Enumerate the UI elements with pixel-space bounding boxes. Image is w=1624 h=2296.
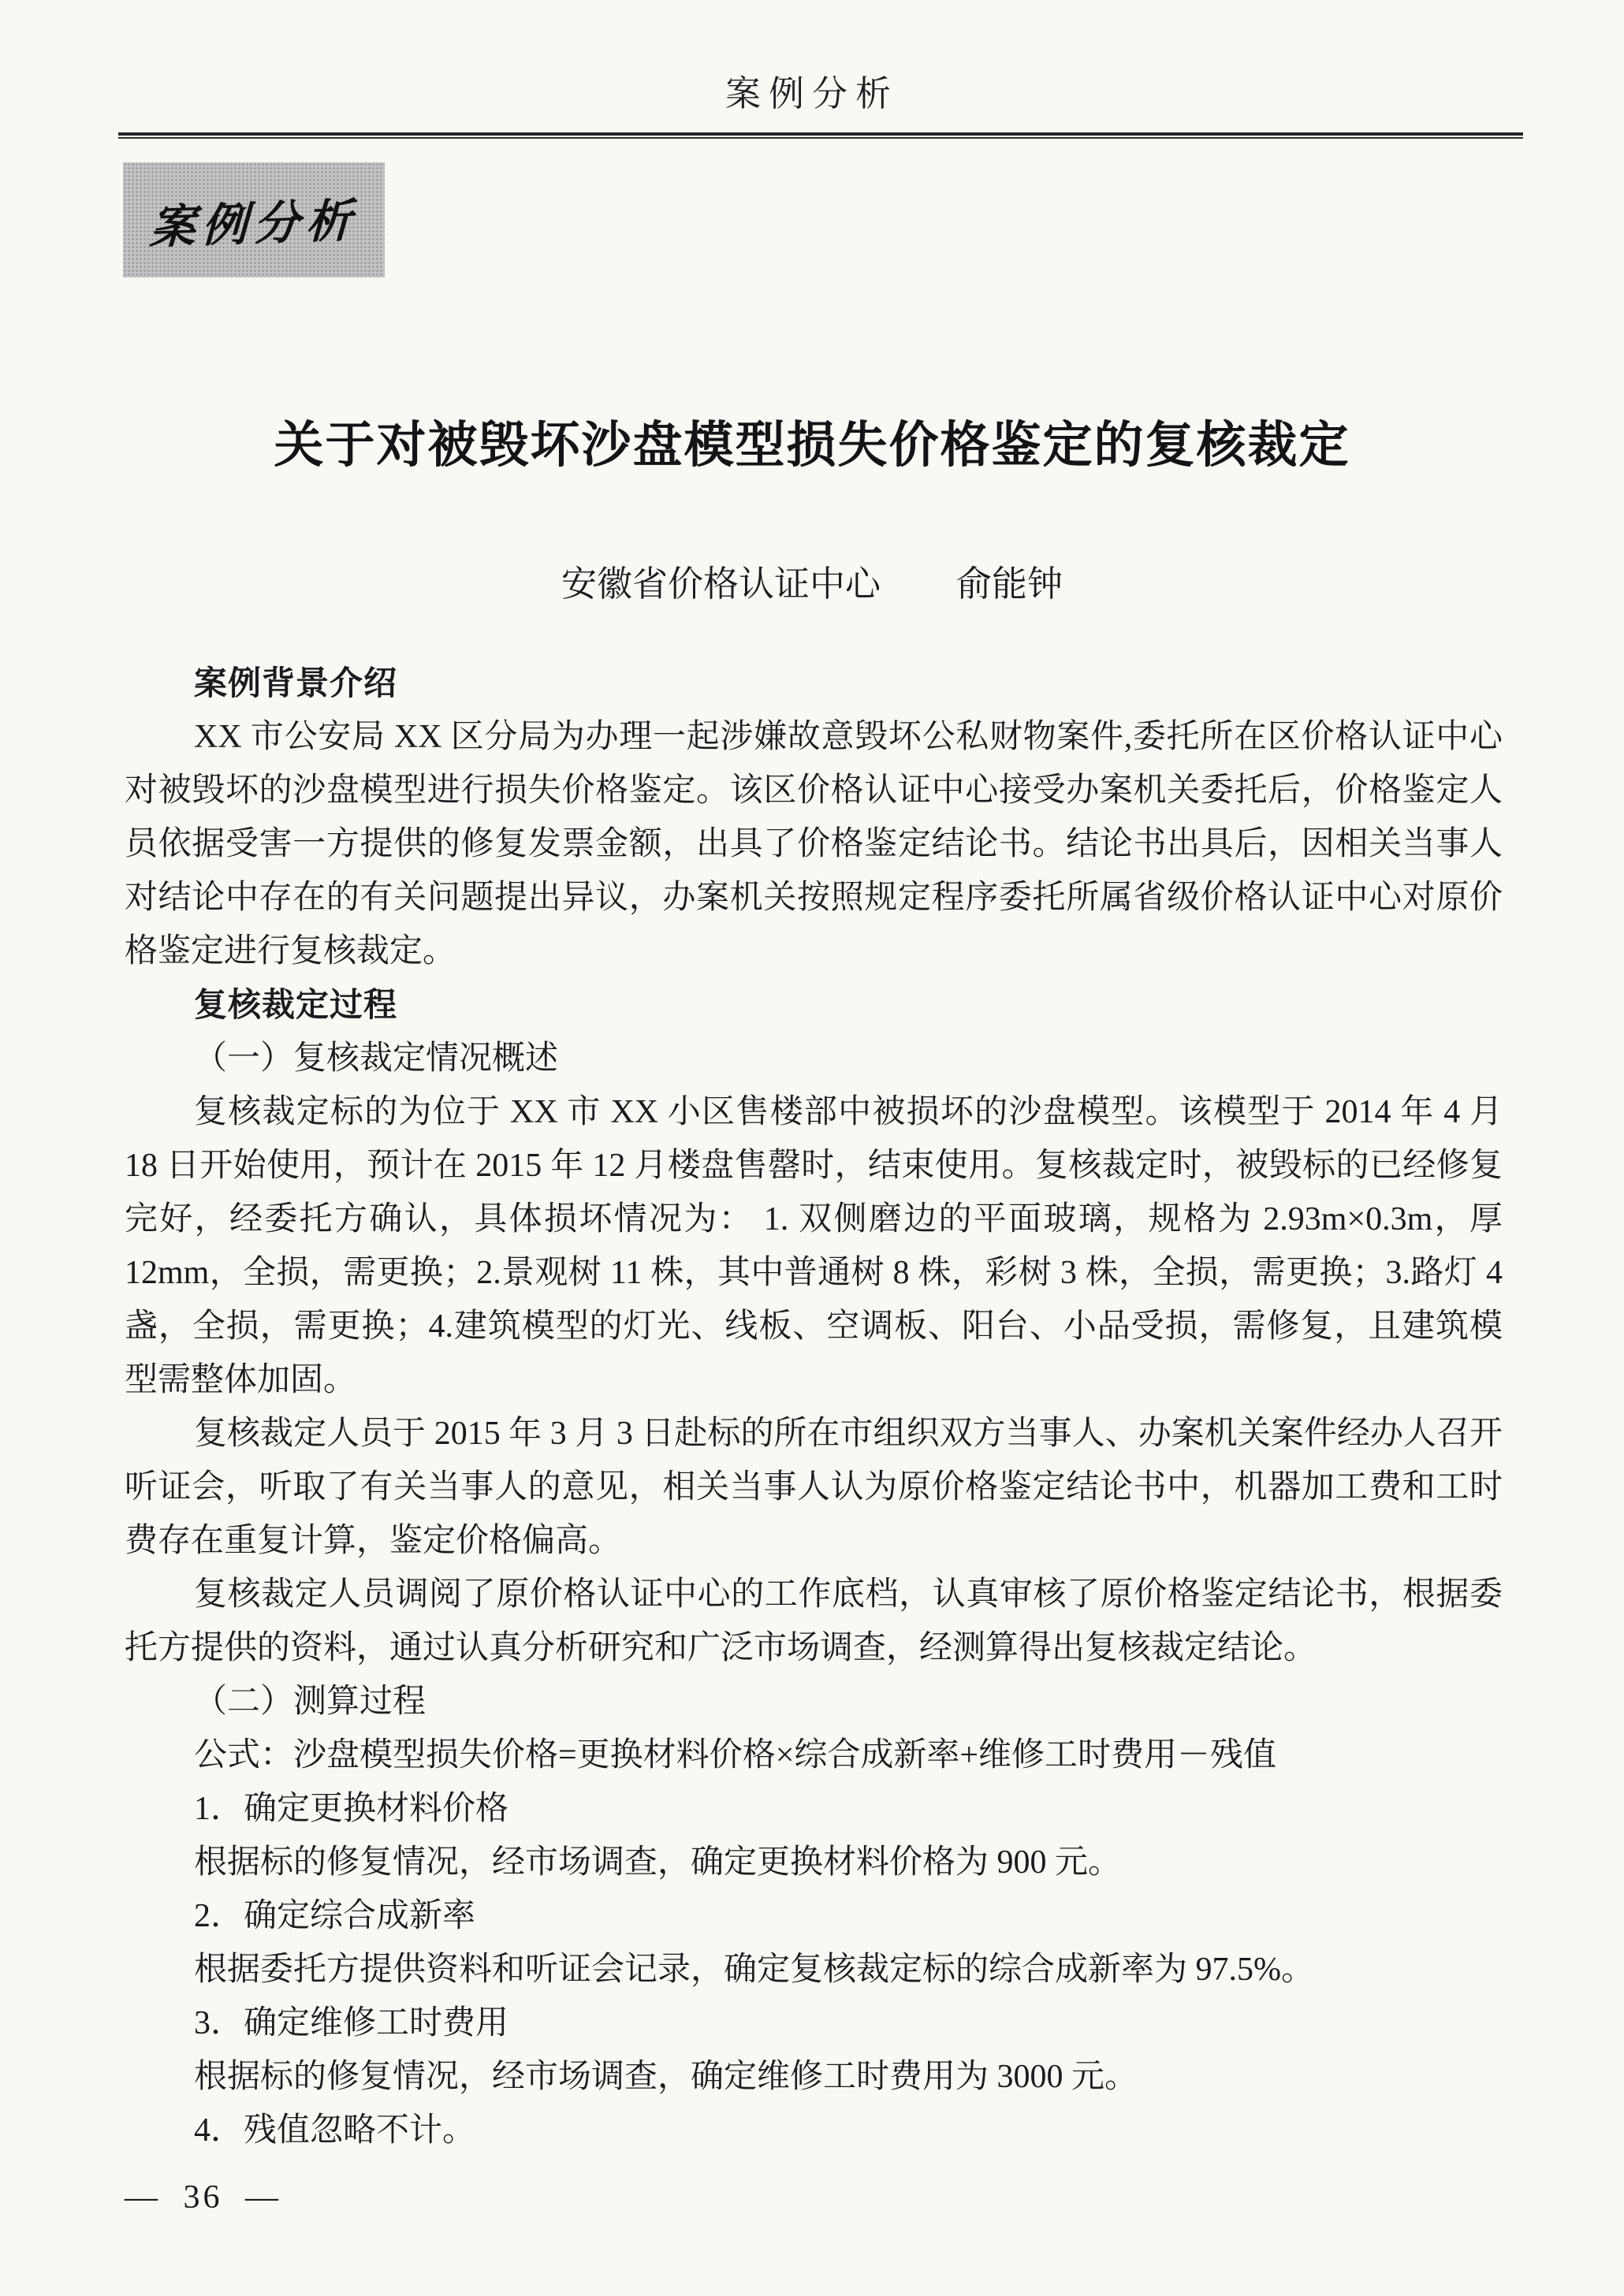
byline-author: 俞能钟 (956, 564, 1063, 604)
formula-line: 公式：沙盘模型损失价格=更换材料价格×综合成新率+维修工时费用－残值 (194, 1737, 1277, 1773)
sub-heading-overview: （一）复核裁定情况概述 (194, 1040, 559, 1077)
running-header: 案例分析 (724, 74, 899, 113)
numbered-item-2: 2．确定综合成新率 (194, 1898, 476, 1934)
paragraph: XX 市公安局 XX 区分局为办理一起涉嫌故意毁坏公私财物案件,委托所在区价格认证中心对被毁坏的沙盘模型进行损失价格鉴定。该区价格认证中心接受办案机关委托后，价格鉴定人员依据受害一方提供的修复发票金额，出具了价格鉴定结论书。结论书出具后，因相关当事人对结论中存在的有关问题提出异议，办案机关按照规定程序委托所属省级价格认证中心对原价格鉴定进行复核裁定。 (125, 719, 1503, 969)
paragraph: 复核裁定标的为位于 XX 市 XX 小区售楼部中被损坏的沙盘模型。该模型于 2014 年 4 月 18 日开始使用，预计在 2015 年 12 月楼盘售罄时，结束使用。复核裁定时，被毁标的已经修复完好，经委托方确认，具体损坏情况为： 1. 双侧磨边的平面玻璃，规格为 2.93m×0.3m，厚 12mm，全损，需更换；2.景观树 11 株，其中普通树 8 株，彩树 3 株，全损，需更换；3.路灯 4 盏，全损，需更换；4.建筑模型的灯光、线板、空调板、阳台、小品受损，需修复，且建筑模型需整体加固。 (125, 1094, 1503, 1398)
page-number: — 36 — (125, 2179, 281, 2216)
section-heading-process: 复核裁定过程 (194, 986, 398, 1023)
numbered-item-1: 1．确定更换材料价格 (194, 1791, 509, 1827)
paragraph: 复核裁定人员调阅了原价格认证中心的工作底档，认真审核了原价格鉴定结论书，根据委托方提供的资料，通过认真分析研究和广泛市场调查，经测算得出复核裁定结论。 (125, 1576, 1503, 1666)
paragraph: 根据标的修复情况，经市场调查，确定维修工时费用为 3000 元。 (194, 2059, 1138, 2095)
header-rule-divider (118, 132, 1523, 139)
badge-label: 案例分析 (148, 195, 359, 254)
paragraph: 根据委托方提供资料和听证会记录，确定复核裁定标的综合成新率为 97.5%。 (194, 1952, 1314, 1988)
article-body (125, 657, 1503, 2157)
sub-heading-calculation: （二）测算过程 (194, 1684, 426, 1720)
paragraph: 复核裁定人员于 2015 年 3 月 3 日赴标的所在市组织双方当事人、办案机关案件经办人召开听证会，听取了有关当事人的意见，相关当事人认为原价格鉴定结论书中，机器加工费和工时费存在重复计算，鉴定价格偏高。 (125, 1416, 1503, 1559)
byline-organization: 安徽省价格认证中心 (561, 564, 881, 604)
case-analysis-badge (123, 162, 385, 277)
paragraph: 根据标的修复情况，经市场调查，确定更换材料价格为 900 元。 (194, 1844, 1122, 1881)
section-heading-background: 案例背景介绍 (194, 664, 398, 701)
article-title: 关于对被毁坏沙盘模型损失价格鉴定的复核裁定 (274, 418, 1350, 473)
numbered-item-3: 3．确定维修工时费用 (194, 2005, 509, 2041)
byline (0, 555, 1624, 606)
numbered-item-4: 4．残值忽略不计。 (194, 2112, 476, 2149)
